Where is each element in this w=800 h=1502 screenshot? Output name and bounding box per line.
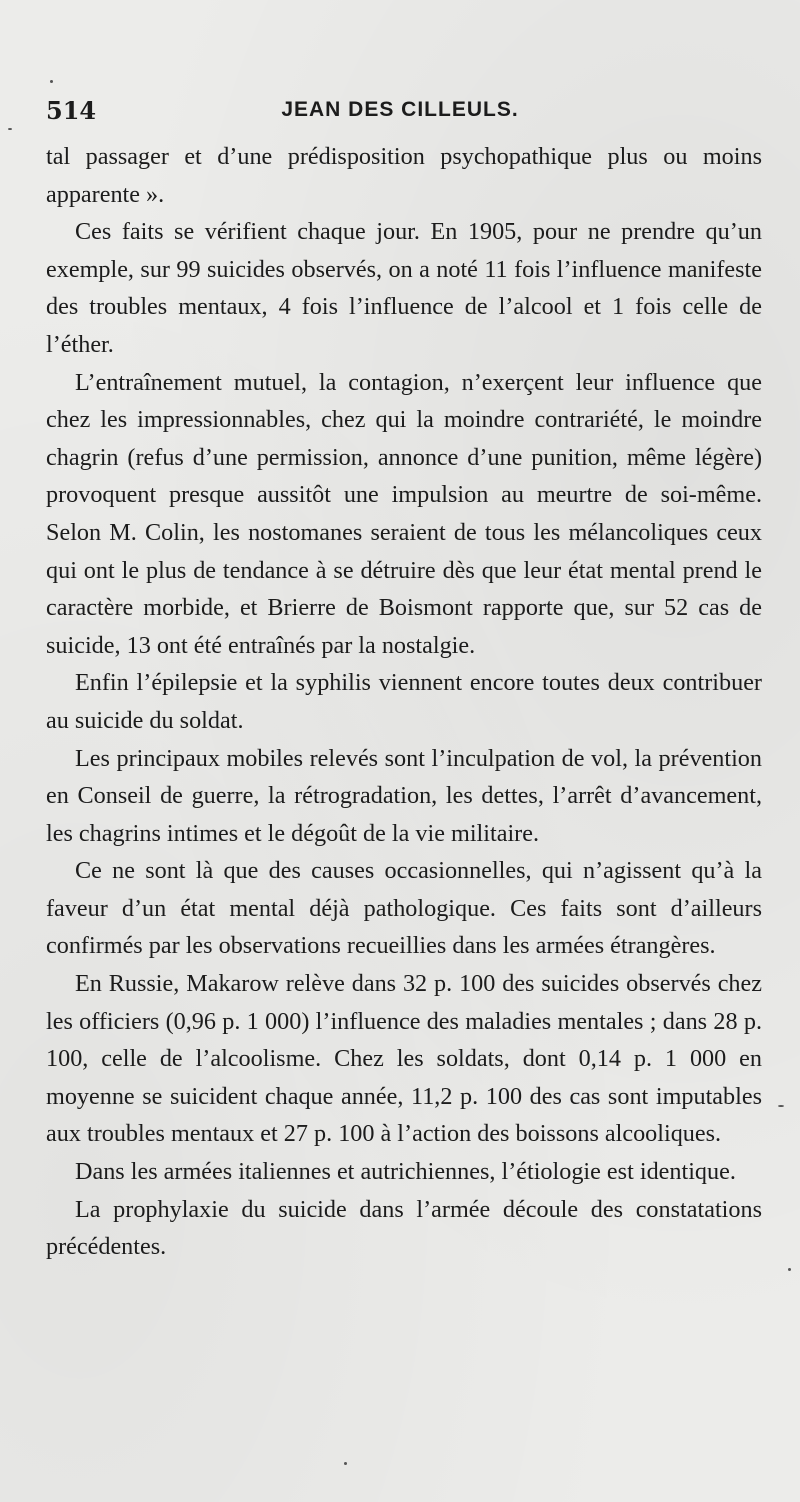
paragraph: La prophylaxie du suicide dans l’armée découle des constatations précédentes. xyxy=(46,1195,762,1261)
paragraph: Dans les armées italiennes et autrichiennes, l’étiologie est identique. xyxy=(75,1158,736,1186)
paragraph: En Russie, Makarow relève dans 32 p. 100 des suicides observés chez les officiers (0,96 p. 1 000) l’influence des maladies mentales ; dans 28 p. 100, celle de l’alcoolisme. Chez les soldats, dont 0,14 p. 1 000 en moyenne se suicident chaque année, 11,2 p. 100 des cas sont imputables aux troubles mentaux et 27 p. 100 à l’action des boissons alcooliques. xyxy=(46,970,762,1148)
body-text xyxy=(46,138,762,1266)
print-speck xyxy=(788,1268,791,1271)
paragraph: Ce ne sont là que des causes occasionnelles, qui n’agissent qu’à la faveur d’un état mental déjà pathologique. Ces faits sont d’ailleurs confirmés par les observations recueillies dans les armées étrangères. xyxy=(46,857,762,960)
paragraph: L’entraînement mutuel, la contagion, n’exerçent leur influence que chez les impressionnables, chez qui la moindre contrariété, le moindre chagrin (refus d’une permission, annonce d’une punition, même légère) provoquent presque aussitôt une impulsion au meurtre de soi-même. Selon M. Colin, les nostomanes seraient de tous les mélancoliques ceux qui ont le plus de tendance à se détruire dès que leur état mental prend le caractère morbide, et Brierre de Boismont rapporte que, sur 52 cas de suicide, 13 ont été entraînés par la nostalgie. xyxy=(46,368,762,659)
print-speck xyxy=(50,80,53,83)
paragraph: tal passager et d’une prédisposition psychopathique plus ou moins apparente ». xyxy=(46,143,762,208)
print-speck xyxy=(778,1105,784,1107)
paragraph: Les principaux mobiles relevés sont l’inculpation de vol, la prévention en Conseil de guerre, la rétrogradation, les dettes, l’arrêt d’avancement, les chagrins intimes et le dégoût de la vie militaire. xyxy=(46,744,762,847)
page-number: 514 xyxy=(46,96,97,125)
paragraph: Enfin l’épilepsie et la syphilis viennent encore toutes deux contribuer au suicide du soldat. xyxy=(46,669,762,734)
paragraph: Ces faits se vérifient chaque jour. En 1905, pour ne prendre qu’un exemple, sur 99 suicides observés, on a noté 11 fois l’influence manifeste des troubles mentaux, 4 fois l’influence de l’alcool et 1 fois celle de l’éther. xyxy=(46,218,762,358)
running-head: JEAN DES CILLEULS. xyxy=(281,98,519,121)
print-speck xyxy=(344,1462,347,1465)
print-speck xyxy=(8,128,12,130)
